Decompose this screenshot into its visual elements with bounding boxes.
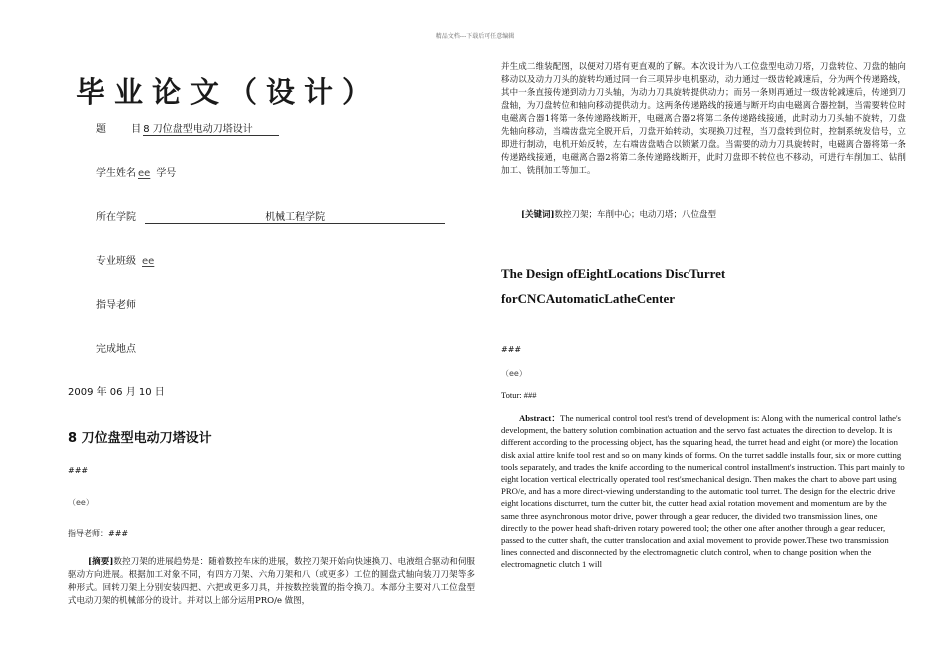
college-row xyxy=(96,208,445,224)
abstract-label-cn: [摘要] xyxy=(88,557,114,567)
student-id-label: 学号 xyxy=(156,168,177,179)
paper-title-en xyxy=(501,261,725,311)
college-value: 机械工程学院 xyxy=(145,208,445,224)
abstract-text-cn: 数控刀架的进展趋势是：随着数控车床的进展，数控刀架开始向快速换刀、电液组合驱动和伺服驱动方向进展。根据加工对象不同，有四方刀架、六角刀架和八（或更多）工位的圆盘式轴向装刀刀架等多种形式。回转刀架上分别安装四把、六把或更多刀具，并按数控装置的指令换刀。本部分主要对八工位盘型式电动刀架的机械部分的设计。并对以上部分运用PRO/e 做图， xyxy=(68,557,475,606)
thesis-title: 毕业论文（设计） xyxy=(76,75,381,109)
student-row xyxy=(96,164,176,179)
class-row xyxy=(96,252,154,267)
author-note-cn: （ee） xyxy=(68,498,94,507)
author-en: ### xyxy=(501,345,522,354)
student-name-value: ee xyxy=(138,168,151,179)
keywords-label: [关键词] xyxy=(521,210,555,220)
paper-title-en-line1: The Design ofEightLocations DiscTurret xyxy=(501,266,726,281)
keywords-value: 数控刀架；车削中心；电动刀塔；八位盘型 xyxy=(554,210,717,220)
page-header-note: 精品文档---下载后可任意编辑 xyxy=(435,33,515,40)
keywords-row xyxy=(521,208,716,220)
cover-date: 2009 年 06 月 10 日 xyxy=(68,387,165,398)
topic-row xyxy=(96,120,279,136)
abstract-en xyxy=(501,412,906,571)
paper-title-cn: 8 刀位盘型电动刀塔设计 xyxy=(68,431,212,446)
class-value: ee xyxy=(142,256,155,267)
paper-title-en-line2: forCNCAutomaticLatheCenter xyxy=(501,291,676,306)
abstract-text-en: The numerical control tool rest's trend of development is: Along with the numerical control lathe's development, the battery solution combination actuation and the servo fast actuates the direction to develop. It is different according to the processing object, has the squaring head, the turret head and eight (or more) the location disk axial attire knife tool rest and so on many kinds of forms. On the turret saddle installs four, six or more cutting tools separately, and trades the knife according to the numerical control installment's instruction. This part mainly to eight location vertical electrically operated tool rest'smechanical design. Then makes the chart to above part using PRO/e, and has a more direct-viewing understanding to the automatic tool turret. The design for the electric drive eight locations discturret, turn the cutter bit, the cutter head axial rotation movement and momentum are by the same three asynchronous motor drive, power through a gear reducer, the divided two transmission lines, one directly to the power head shaft-driven rotary powered tool; the other one after another through a gear reducer, passed to the cutter shaft, the cutter translocation and axial movement to provide power.These two transmission lines connected and disconnected by the electromagnetic clutch control, when to change position when the electromagnetic clutch 1 will xyxy=(501,413,905,570)
student-name-label: 学生姓名 xyxy=(96,168,136,179)
class-label: 专业班级 xyxy=(96,256,136,267)
college-label: 所在学院 xyxy=(96,212,136,223)
author-note-en: （ee） xyxy=(501,369,527,378)
abstract-cn-continued: 并生成二维装配图，以便对刀塔有更直观的了解。本次设计为八工位盘型电动刀塔，刀盘转位、刀盘的轴向移动以及动力刀头的旋转均通过同一台三项异步电机驱动，动力通过一级齿轮减速后，分为两个传递路线，其中一条直接传递到动力刀头轴，为动力刀具旋转提供动力；而另一条则再通过一级齿轮减速后，传递到刀盘轴，为刀盘转位和轴向移动提供动力。这两条传递路线的接通与断开均由电磁离合器控制，当需要转位时电磁离合器1将第一条传递路线断开，电磁离合器2将第二条传递路线接通，此时动力刀头轴不旋转，刀盘先轴向移动，当端齿盘完全脱开后，刀盘开始转动，实现换刀过程，当刀盘转到位时，控制系统发信号，立即进行制动，电机开始反转，左右端齿盘啮合以锁紧刀盘。当需要的动力刀具旋转时，电磁离合器将第一条传递路线接通，电磁离合器2将第二条传递路线断开，此时刀盘即不转位也不移动，可进行车削加工、钻削加工、铣削加工等加工。 xyxy=(501,62,906,176)
author-cn: ### xyxy=(68,466,89,475)
tutor-en: Totur: ### xyxy=(501,390,537,400)
advisor-label: 指导老师 xyxy=(96,300,136,311)
location-label: 完成地点 xyxy=(96,344,136,355)
topic-label: 题 目 xyxy=(96,124,142,135)
topic-value: 8 刀位盘型电动刀塔设计 xyxy=(143,120,279,136)
abstract-cn xyxy=(68,556,475,608)
advisor-cn: 指导老师：### xyxy=(68,529,129,538)
abstract-label-en: Abstract： xyxy=(519,413,561,423)
